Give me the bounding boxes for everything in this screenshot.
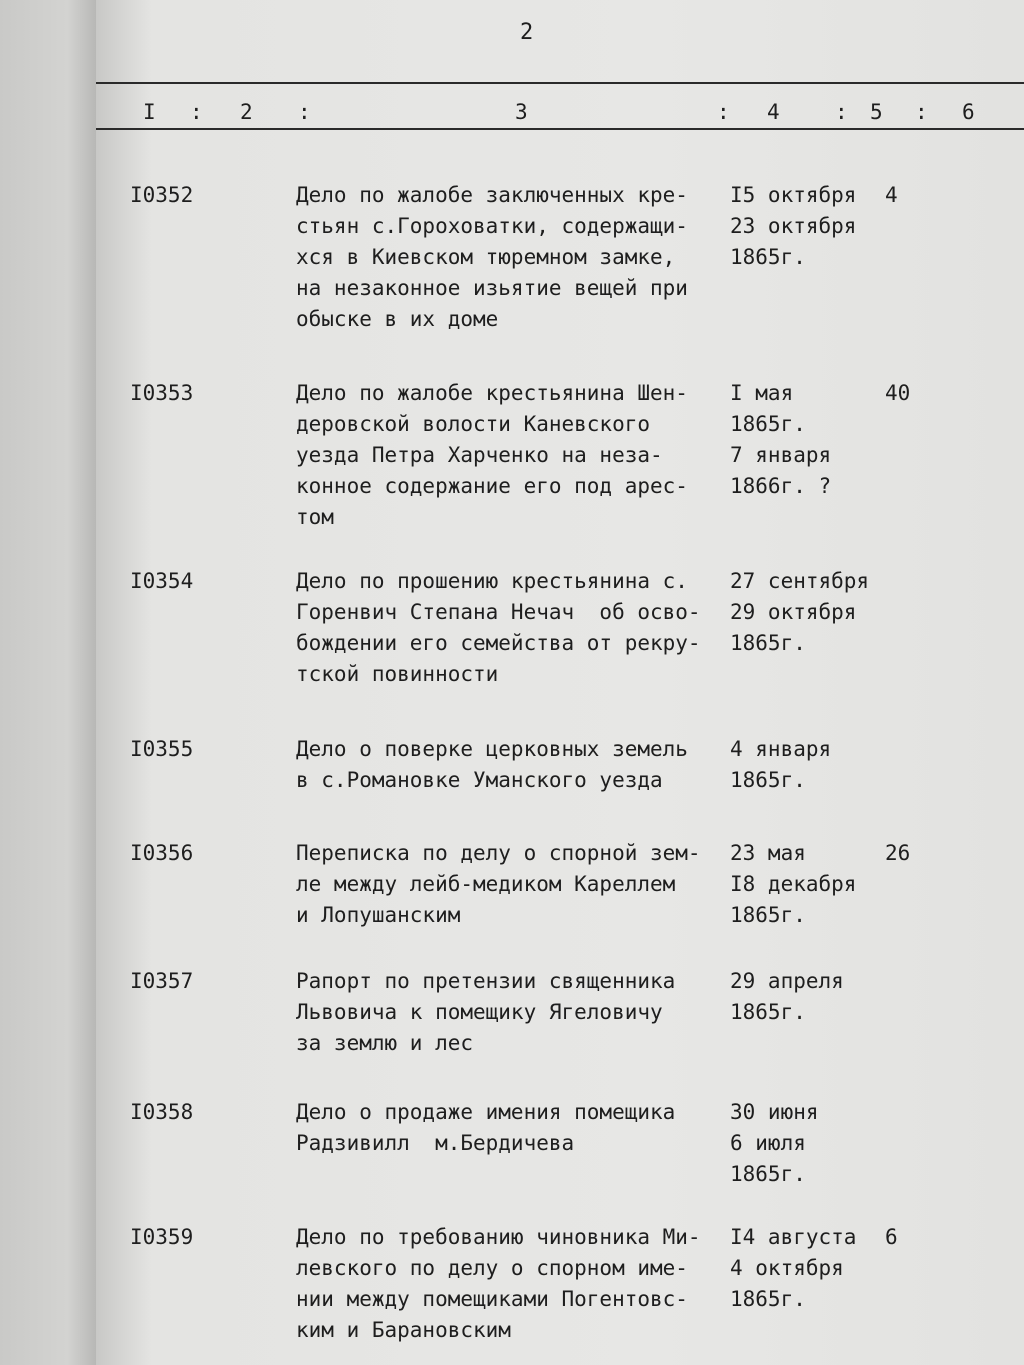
column-header-4: 4 (767, 100, 780, 124)
case-number: I0358 (130, 1100, 194, 1124)
case-number: I0356 (130, 841, 194, 865)
case-dates: 23 мая I8 декабря 1865г. (730, 841, 857, 927)
column-header-2: 2 (240, 100, 253, 124)
column-header-sep: : (298, 100, 311, 124)
case-dates: I5 октября 23 октября 1865г. (730, 183, 857, 269)
case-number: I0354 (130, 569, 194, 593)
case-title: Дело по требованию чиновника Ми- левского по делу о спорном име- нии между помещиками Погентовс- ким и Барановским (296, 1225, 701, 1342)
column-header-sep: : (717, 100, 730, 124)
case-title: Дело по жалобе заключенных кре- стьян с.Гороховатки, содержащи- хся в Киевском тюремном замке, на незаконное изьятие вещей при обыске в их доме (296, 183, 688, 331)
case-number: I0357 (130, 969, 194, 993)
case-title: Дело о поверке церковных земель в с.Романовке Уманского уезда (296, 737, 688, 792)
sheet-count: 40 (885, 381, 911, 405)
case-number: I0352 (130, 183, 194, 207)
case-dates: 4 января 1865г. (730, 737, 832, 792)
page-number: 2 (520, 20, 534, 45)
sheet-count: 4 (885, 183, 898, 207)
column-header-sep: : (835, 100, 848, 124)
case-number: I0353 (130, 381, 194, 405)
case-dates: 27 сентября 29 октября 1865г. (730, 569, 870, 655)
column-header-3: 3 (515, 100, 528, 124)
sheet-count: 6 (885, 1225, 898, 1249)
column-header-1: I (143, 100, 156, 124)
header-top-rule (96, 82, 1024, 84)
case-dates: I4 августа 4 октября 1865г. (730, 1225, 857, 1311)
case-dates: I мая 1865г. 7 января 1866г. ? (730, 381, 832, 498)
column-header-5: 5 (870, 100, 883, 124)
case-title: Дело о продаже имения помещика Радзивилл м.Бердичева (296, 1100, 676, 1155)
column-header-sep: : (190, 100, 203, 124)
case-dates: 29 апреля 1865г. (730, 969, 844, 1024)
case-title: Переписка по делу о спорной зем- ле между лейб-медиком Кареллем и Лопушанским (296, 841, 701, 927)
header-bottom-rule (96, 128, 1024, 130)
column-header-6: 6 (962, 100, 975, 124)
case-title: Дело по жалобе крестьянина Шен- деровской волости Каневского уезда Петра Харченко на неза- конное содержание его под арес- том (296, 381, 688, 529)
case-number: I0355 (130, 737, 194, 761)
case-number: I0359 (130, 1225, 194, 1249)
case-dates: 30 июня 6 июля 1865г. (730, 1100, 819, 1186)
column-header-sep: : (915, 100, 928, 124)
case-title: Рапорт по претензии священника Львовича к помещику Ягеловичу за землю и лес (296, 969, 676, 1055)
sheet-count: 26 (885, 841, 911, 865)
case-title: Дело по прошению крестьянина с. Горенвич Степана Нечач об осво- бождении его семейства от рекру- тской повинности (296, 569, 701, 686)
adjacent-page-edge (0, 0, 96, 1365)
